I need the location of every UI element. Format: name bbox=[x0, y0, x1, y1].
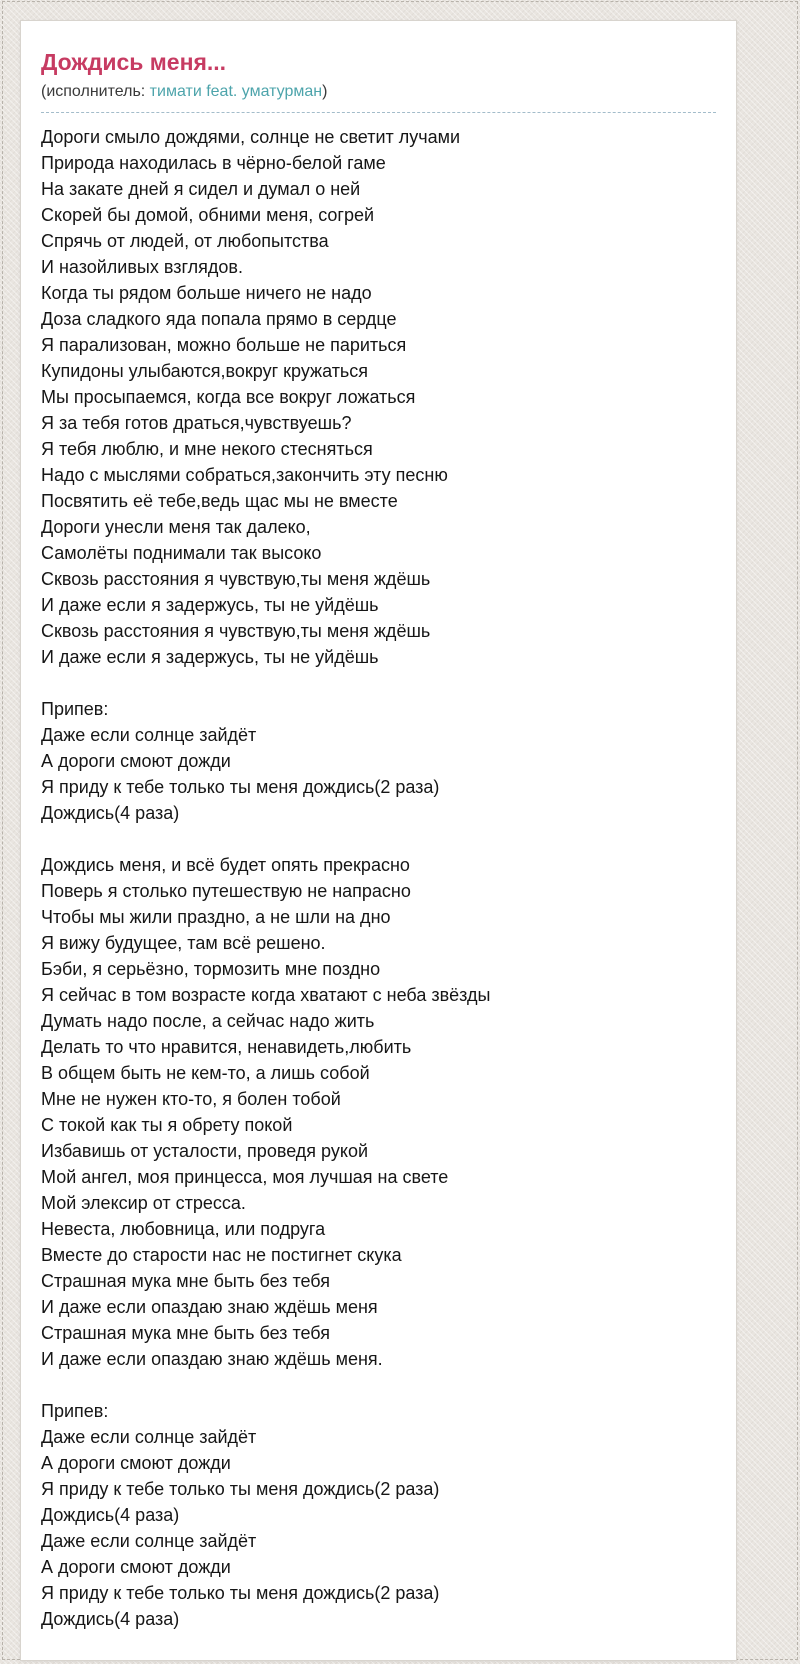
lyrics-card bbox=[20, 20, 737, 1661]
artist-line bbox=[41, 81, 716, 103]
lyric-line: Доза сладкого яда попала прямо в сердце bbox=[41, 309, 397, 329]
lyric-line: Когда ты рядом больше ничего не надо bbox=[41, 283, 372, 303]
lyric-line: Вместе до старости нас не постигнет скука bbox=[41, 1245, 402, 1265]
lyric-line: А дороги смоют дожди bbox=[41, 1453, 231, 1473]
lyric-line: Страшная мука мне быть без тебя bbox=[41, 1271, 330, 1291]
lyric-line: Мой элексир от стресса. bbox=[41, 1193, 246, 1213]
lyric-line: Бэби, я серьёзно, тормозить мне поздно bbox=[41, 959, 381, 979]
lyric-line: И даже если опаздаю знаю ждёшь меня. bbox=[41, 1349, 383, 1369]
artist-link[interactable]: тимати feat. уматурман bbox=[149, 83, 323, 100]
lyric-line: Даже если солнце зайдёт bbox=[41, 725, 257, 745]
lyric-line: Дождись(4 раза) bbox=[41, 803, 180, 823]
lyric-line: А дороги смоют дожди bbox=[41, 1557, 231, 1577]
lyric-line: Чтобы мы жили праздно, а не шли на дно bbox=[41, 907, 391, 927]
lyric-line: Поверь я столько путешествую не напрасно bbox=[41, 881, 411, 901]
lyric-line: Я тебя люблю, и мне некого стесняться bbox=[41, 439, 373, 459]
lyric-line: Припев: bbox=[41, 1401, 109, 1421]
lyric-line: Даже если солнце зайдёт bbox=[41, 1427, 257, 1447]
lyric-line: И назойливых взглядов. bbox=[41, 257, 243, 277]
lyric-line: Купидоны улыбаются,вокруг кружаться bbox=[41, 361, 369, 381]
artist-prefix-label: (исполнитель: bbox=[41, 83, 150, 100]
lyric-line: И даже если опаздаю знаю ждёшь меня bbox=[41, 1297, 378, 1317]
lyric-line: Мне не нужен кто-то, я болен тобой bbox=[41, 1089, 341, 1109]
lyric-line: Спрячь от людей, от любопытства bbox=[41, 231, 329, 251]
lyric-line: Дождись(4 раза) bbox=[41, 1505, 180, 1525]
lyric-line: Невеста, любовница, или подруга bbox=[41, 1219, 326, 1239]
lyric-line: И даже если я задержусь, ты не уйдёшь bbox=[41, 595, 379, 615]
lyric-line: Сквозь расстояния я чувствую,ты меня ждёшь bbox=[41, 569, 431, 589]
lyric-line: Даже если солнце зайдёт bbox=[41, 1531, 257, 1551]
lyric-line: Посвятить её тебе,ведь щас мы не вместе bbox=[41, 491, 398, 511]
lyrics-stanza bbox=[41, 124, 716, 670]
artist-suffix-label: ) bbox=[322, 83, 328, 100]
lyric-line: А дороги смоют дожди bbox=[41, 751, 231, 771]
lyric-line: Самолёты поднимали так высоко bbox=[41, 543, 322, 563]
lyrics-stanza bbox=[41, 1398, 716, 1632]
lyric-line: Дороги смыло дождями, солнце не светит лучами bbox=[41, 127, 461, 147]
lyric-line: Я парализован, можно больше не париться bbox=[41, 335, 407, 355]
lyric-line: Делать то что нравится, ненавидеть,любить bbox=[41, 1037, 412, 1057]
lyric-line: Дождись меня, и всё будет опять прекрасно bbox=[41, 855, 410, 875]
header-dashed-separator bbox=[41, 112, 716, 113]
lyric-line: Я вижу будущее, там всё решено. bbox=[41, 933, 326, 953]
lyric-line: Дождись(4 раза) bbox=[41, 1609, 180, 1629]
lyric-line: Сквозь расстояния я чувствую,ты меня ждёшь bbox=[41, 621, 431, 641]
lyric-line: Избавишь от усталости, проведя рукой bbox=[41, 1141, 369, 1161]
lyric-line: Страшная мука мне быть без тебя bbox=[41, 1323, 330, 1343]
lyric-line: Скорей бы домой, обними меня, согрей bbox=[41, 205, 375, 225]
lyric-line: Я приду к тебе только ты меня дождись(2 раза) bbox=[41, 1583, 440, 1603]
lyrics-stanza bbox=[41, 852, 716, 1372]
lyric-line: И даже если я задержусь, ты не уйдёшь bbox=[41, 647, 379, 667]
lyric-line: Я сейчас в том возрасте когда хватают с неба звёзды bbox=[41, 985, 491, 1005]
lyric-line: Припев: bbox=[41, 699, 109, 719]
lyric-line: На закате дней я сидел и думал о ней bbox=[41, 179, 361, 199]
lyric-line: Дороги унесли меня так далеко, bbox=[41, 517, 311, 537]
lyrics-text bbox=[41, 124, 716, 1632]
lyric-line: Думать надо после, а сейчас надо жить bbox=[41, 1011, 375, 1031]
song-title: Дождись меня... bbox=[41, 49, 227, 75]
lyric-line: Надо с мыслями собраться,закончить эту песню bbox=[41, 465, 448, 485]
lyrics-stanza bbox=[41, 696, 716, 826]
lyric-line: Мой ангел, моя принцесса, моя лучшая на свете bbox=[41, 1167, 449, 1187]
lyric-line: Мы просыпаемся, когда все вокруг ложаться bbox=[41, 387, 416, 407]
lyric-line: В общем быть не кем-то, а лишь собой bbox=[41, 1063, 370, 1083]
lyric-line: Я приду к тебе только ты меня дождись(2 раза) bbox=[41, 1479, 440, 1499]
lyric-line: Природа находилась в чёрно-белой гаме bbox=[41, 153, 386, 173]
lyric-line: С токой как ты я обрету покой bbox=[41, 1115, 293, 1135]
lyric-line: Я приду к тебе только ты меня дождись(2 раза) bbox=[41, 777, 440, 797]
lyric-line: Я за тебя готов драться,чувствуешь? bbox=[41, 413, 352, 433]
